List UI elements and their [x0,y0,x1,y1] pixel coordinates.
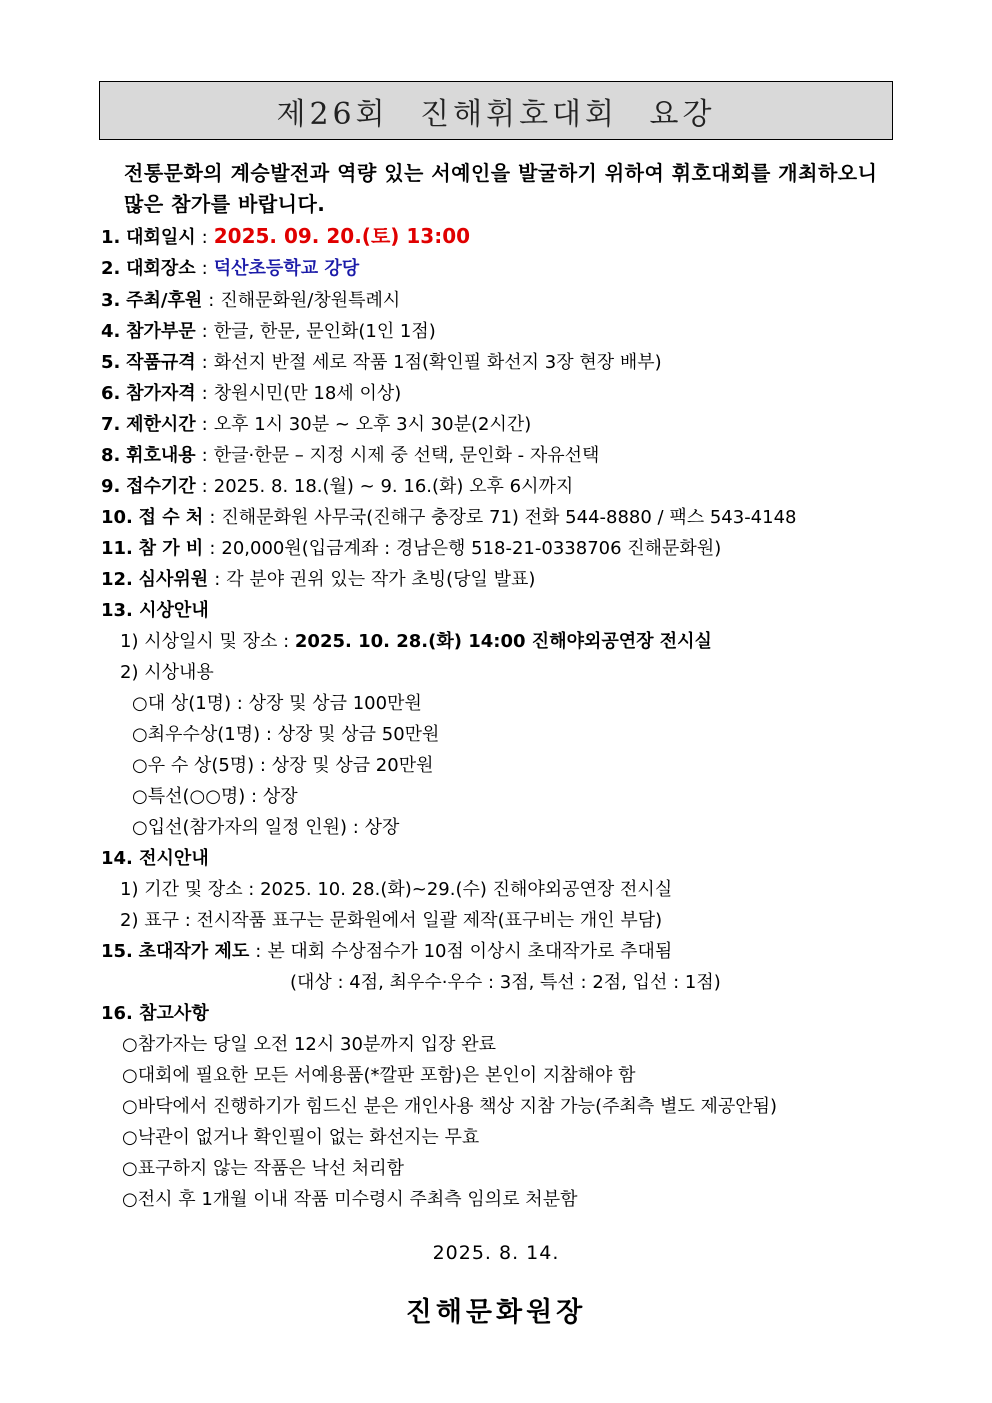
notes-heading: 16. 참고사항 [101,1003,209,1024]
item-value: 창원시민(만 18세 이상) [213,383,402,404]
info-item: 7. 제한시간 : 오후 1시 30분 ~ 오후 3시 30분(2시간) [101,414,532,435]
item-label: 참 가 비 [138,538,204,559]
item-number: 1. [101,227,121,248]
item-number: 12. [101,569,133,590]
info-item: 10. 접 수 처 : 진해문화원 사무국(진해구 충장로 71) 전화 544-8880 / 팩스 543-4148 [101,507,797,528]
exhibit-item: 1) 기간 및 장소 : 2025. 10. 28.(화)~29.(수) 진해야외공연장 전시실 [120,879,673,900]
document-title: 제26회 진해휘호대회 요강 [99,81,893,140]
note-item: ○낙관이 없거나 확인필이 없는 화선지는 무효 [122,1127,480,1148]
item-number: 5. [101,352,121,373]
item-value: 진해문화원 사무국(진해구 충장로 71) 전화 544-8880 / 팩스 543-4148 [221,507,797,528]
item-number: 8. [101,445,121,466]
item-label: 주최/후원 [126,290,203,311]
item-number: 4. [101,321,121,342]
prize-item: ○특선(○○명) : 상장 [132,786,298,807]
item-label: 참가부문 [126,321,196,342]
item-label: 휘호내용 [126,445,196,466]
info-item: 9. 접수기간 : 2025. 8. 18.(월) ~ 9. 16.(화) 오후 6시까지 [101,476,574,497]
item-label: 작품규격 [126,352,196,373]
item-label: 심사위원 [138,569,209,590]
award-content-label: 2) 시상내용 [120,662,214,683]
item-value: 덕산초등학교 강당 [213,258,360,279]
item-value: 오후 1시 30분 ~ 오후 3시 30분(2시간) [213,414,532,435]
note-item: ○참가자는 당일 오전 12시 30분까지 입장 완료 [122,1034,497,1055]
note-item: ○전시 후 1개월 이내 작품 미수령시 주최측 임의로 처분함 [122,1189,578,1210]
info-item: 2. 대회장소 : 덕산초등학교 강당 [101,258,360,279]
item-number: 3. [101,290,121,311]
invited-artist-row: 15. 초대작가 제도 : 본 대회 수상점수가 10점 이상시 초대작가로 추대됨 [101,941,673,962]
item-label: 접수기간 [126,476,196,497]
item-label: 접 수 처 [138,507,204,528]
info-item: 5. 작품규격 : 화선지 반절 세로 작품 1점(확인필 화선지 3장 현장 배부) [101,352,662,373]
invited-artist-detail: (대상 : 4점, 최우수·우수 : 3점, 특선 : 2점, 입선 : 1점) [290,972,721,993]
signature: 진해문화원장 [405,1297,587,1328]
info-item: 12. 심사위원 : 각 분야 권위 있는 작가 초빙(당일 발표) [101,569,536,590]
info-item: 3. 주최/후원 : 진해문화원/창원특례시 [101,290,401,311]
item-number: 10. [101,507,133,528]
prize-item: ○대 상(1명) : 상장 및 상금 100만원 [132,693,422,714]
item-value: 화선지 반절 세로 작품 1점(확인필 화선지 3장 현장 배부) [213,352,662,373]
info-item: 6. 참가자격 : 창원시민(만 18세 이상) [101,383,402,404]
item-number: 11. [101,538,133,559]
item-value: 2025. 09. 20.(토) 13:00 [213,224,471,248]
info-item: 4. 참가부문 : 한글, 한문, 문인화(1인 1점) [101,321,436,342]
item-number: 6. [101,383,121,404]
item-label: 대회일시 [126,227,196,248]
award-heading: 13. 시상안내 [101,600,209,621]
item-label: 대회장소 [126,258,196,279]
info-item: 8. 휘호내용 : 한글·한문 – 지정 시제 중 선택, 문인화 - 자유선택 [101,445,600,466]
issue-date: 2025. 8. 14. [432,1242,560,1264]
note-item: ○표구하지 않는 작품은 낙선 처리함 [122,1158,405,1179]
info-item: 1. 대회일시 : 2025. 09. 20.(토) 13:00 [101,224,471,248]
info-item: 11. 참 가 비 : 20,000원(입금계좌 : 경남은행 518-21-0338706 진해문화원) [101,538,722,559]
prize-item: ○최우수상(1명) : 상장 및 상금 50만원 [132,724,440,745]
item-value: 2025. 8. 18.(월) ~ 9. 16.(화) 오후 6시까지 [213,476,574,497]
item-label: 제한시간 [126,414,196,435]
item-value: 한글·한문 – 지정 시제 중 선택, 문인화 - 자유선택 [213,445,600,466]
item-value: 각 분야 권위 있는 작가 초빙(당일 발표) [226,569,536,590]
item-number: 2. [101,258,121,279]
exhibit-heading: 14. 전시안내 [101,848,209,869]
award-schedule: 1) 시상일시 및 장소 : 2025. 10. 28.(화) 14:00 진해야외공연장 전시실 [120,631,712,652]
note-item: ○대회에 필요한 모든 서예용품(*깔판 포함)은 본인이 지참해야 함 [122,1065,636,1086]
note-item: ○바닥에서 진행하기가 힘드신 분은 개인사용 책상 지참 가능(주최측 별도 제공안됨) [122,1096,778,1117]
item-value: 20,000원(입금계좌 : 경남은행 518-21-0338706 진해문화원) [221,538,722,559]
item-number: 7. [101,414,121,435]
item-number: 9. [101,476,121,497]
prize-item: ○우 수 상(5명) : 상장 및 상금 20만원 [132,755,434,776]
item-label: 참가자격 [126,383,196,404]
item-value: 한글, 한문, 문인화(1인 1점) [213,321,436,342]
exhibit-item: 2) 표구 : 전시작품 표구는 문화원에서 일괄 제작(표구비는 개인 부담) [120,910,663,931]
prize-item: ○입선(참가자의 일정 인원) : 상장 [132,817,400,838]
item-value: 진해문화원/창원특례시 [220,290,401,311]
intro-paragraph: 전통문화의 계승발전과 역량 있는 서예인을 발굴하기 위하여 휘호대회를 개최하오니 많은 참가를 바랍니다. [124,161,878,216]
